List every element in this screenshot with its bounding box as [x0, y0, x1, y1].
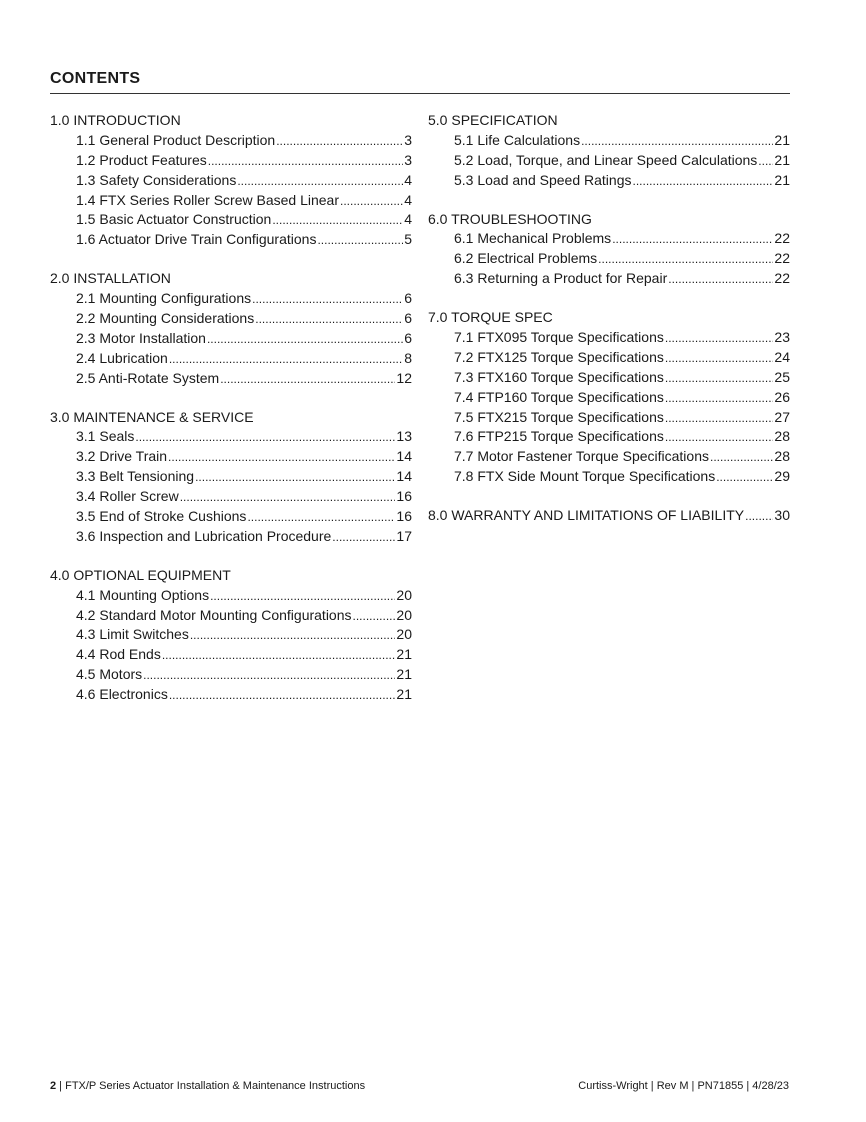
toc-entry-label: 3.1 Seals	[76, 428, 135, 445]
dot-leader	[632, 171, 773, 192]
toc-section	[428, 111, 790, 191]
toc-section	[50, 408, 412, 547]
toc-entry[interactable]	[428, 171, 790, 191]
dot-leader	[612, 229, 773, 250]
dot-leader	[207, 329, 403, 350]
toc-page-number: 12	[396, 369, 412, 386]
toc-page-number: 25	[774, 368, 790, 385]
dot-leader	[581, 131, 773, 152]
toc-section-title[interactable]: 7.0 TORQUE SPEC	[428, 309, 553, 326]
toc-right-column	[428, 111, 790, 545]
toc-section-title[interactable]: 5.0 SPECIFICATION	[428, 112, 558, 128]
toc-entry[interactable]	[50, 427, 412, 447]
dot-leader	[190, 625, 396, 646]
toc-page-number: 27	[774, 408, 790, 425]
dot-leader	[665, 368, 774, 389]
toc-entry[interactable]	[428, 249, 790, 269]
toc-entry-label: 2.5 Anti-Rotate System	[76, 369, 220, 386]
toc-entry[interactable]	[50, 487, 412, 507]
toc-entry[interactable]	[50, 665, 412, 685]
toc-entry[interactable]	[50, 467, 412, 487]
toc-entry[interactable]	[428, 447, 790, 467]
toc-page-number: 14	[396, 468, 412, 485]
toc-page-number: 4	[404, 191, 412, 208]
toc-page-number: 20	[396, 606, 412, 623]
toc-entry-label: 6.3 Returning a Product for Repair	[454, 270, 668, 287]
toc-page-number: 24	[774, 348, 790, 365]
toc-entry[interactable]	[50, 369, 412, 389]
toc-section-title[interactable]: 2.0 INSTALLATION	[50, 270, 171, 287]
toc-entry-label: 4.3 Limit Switches	[76, 626, 189, 643]
toc-entry-label: 4.2 Standard Motor Mounting Configurations	[76, 606, 352, 623]
toc-page-number: 22	[774, 270, 790, 287]
toc-entry[interactable]	[50, 191, 412, 211]
toc-entry-label: 7.6 FTP215 Torque Specifications	[454, 428, 664, 445]
toc-section	[428, 210, 790, 290]
toc-entry-label: 7.7 Motor Fastener Torque Specifications	[454, 448, 709, 465]
toc-entry[interactable]	[50, 527, 412, 547]
toc-entry-label: 7.5 FTX215 Torque Specifications	[454, 408, 664, 425]
toc-page-number: 16	[396, 488, 412, 505]
toc-page-number: 28	[774, 428, 790, 445]
toc-page-number: 20	[396, 626, 412, 643]
dot-leader	[276, 131, 403, 152]
toc-entry-label: 2.3 Motor Installation	[76, 329, 206, 346]
toc-page-number: 16	[396, 508, 412, 525]
dot-leader	[162, 645, 396, 666]
toc-section-title[interactable]: 1.0 INTRODUCTION	[50, 112, 181, 128]
dot-leader	[353, 606, 396, 627]
toc-entry[interactable]	[50, 507, 412, 527]
toc-entry-label: 5.1 Life Calculations	[454, 131, 581, 148]
toc-page-number: 6	[404, 290, 412, 307]
toc-entry-label: 1.3 Safety Considerations	[76, 171, 237, 188]
toc-page-number: 8	[404, 349, 412, 366]
footer-right: Curtiss-Wright | Rev M | PN71855 | 4/28/23	[578, 1080, 789, 1092]
toc-entry-label: 7.2 FTX125 Torque Specifications	[454, 348, 664, 365]
dot-leader	[252, 289, 403, 310]
toc-entry[interactable]	[50, 131, 412, 151]
dot-leader	[143, 665, 395, 686]
toc-entry[interactable]	[428, 151, 790, 171]
dot-leader	[168, 447, 395, 468]
toc-entry-label: 1.6 Actuator Drive Train Configurations	[76, 231, 317, 248]
toc-page-number: 5	[404, 231, 412, 248]
toc-entry[interactable]	[50, 625, 412, 645]
toc-entry[interactable]	[428, 269, 790, 289]
footer-left	[50, 1080, 365, 1092]
dot-leader	[255, 309, 403, 330]
toc-entry-label: 2.4 Lubrication	[76, 349, 168, 366]
toc-entry-label: 2.1 Mounting Configurations	[76, 290, 252, 307]
dot-leader	[758, 151, 773, 172]
toc-page-number: 6	[404, 310, 412, 327]
dot-leader	[169, 685, 396, 706]
dot-leader	[220, 369, 395, 390]
toc-page-number: 23	[774, 329, 790, 346]
footer-document-title: | FTX/P Series Actuator Installation & Maintenance Instructions	[56, 1080, 366, 1092]
toc-entry-label: 3.2 Drive Train	[76, 448, 168, 465]
toc-entry[interactable]	[428, 388, 790, 408]
toc-page-number: 21	[774, 131, 790, 148]
dot-leader	[317, 230, 403, 251]
toc-entry[interactable]	[428, 348, 790, 368]
toc-entry-label: 7.8 FTX Side Mount Torque Specifications	[454, 468, 716, 485]
toc-section-title[interactable]: 4.0 OPTIONAL EQUIPMENT	[50, 566, 231, 583]
dot-leader	[169, 349, 403, 370]
toc-entry-label: 5.2 Load, Torque, and Linear Speed Calculations	[454, 151, 758, 168]
dot-leader	[665, 348, 774, 369]
toc-page-number: 21	[396, 666, 412, 683]
toc-entry-label: 3.6 Inspection and Lubrication Procedure	[76, 527, 332, 544]
toc-section	[428, 506, 790, 526]
toc-entry[interactable]	[50, 210, 412, 230]
dot-leader	[716, 467, 773, 488]
toc-entry[interactable]	[50, 289, 412, 309]
toc-entry-label: 3.4 Roller Screw	[76, 488, 179, 505]
dot-leader	[237, 171, 403, 192]
toc-page-number: 26	[774, 388, 790, 405]
toc-left-column	[50, 111, 412, 724]
dot-leader	[665, 427, 774, 448]
title-divider	[50, 93, 790, 94]
dot-leader	[332, 527, 395, 548]
toc-page-number: 3	[404, 131, 412, 148]
dot-leader	[665, 388, 774, 409]
toc-entry[interactable]	[50, 171, 412, 191]
toc-entry[interactable]	[50, 230, 412, 250]
toc-entry[interactable]	[50, 645, 412, 665]
dot-leader	[340, 191, 403, 212]
toc-entry[interactable]	[428, 131, 790, 151]
toc-entry[interactable]	[428, 229, 790, 249]
dot-leader	[668, 269, 773, 290]
dot-leader	[180, 487, 396, 508]
toc-entry-label: 4.6 Electronics	[76, 686, 168, 703]
toc-entry[interactable]	[428, 408, 790, 428]
toc-page-number: 22	[774, 250, 790, 267]
toc-page-number: 22	[774, 230, 790, 247]
dot-leader	[208, 151, 403, 172]
toc-page-number: 14	[396, 448, 412, 465]
toc-section	[50, 566, 412, 705]
toc-page-number: 20	[396, 586, 412, 603]
toc-entry-label: 7.1 FTX095 Torque Specifications	[454, 329, 664, 346]
footer-page-number: 2	[50, 1080, 57, 1092]
toc-section	[428, 308, 790, 487]
toc-entry-label: 5.3 Load and Speed Ratings	[454, 171, 632, 188]
toc-page-number: 17	[396, 527, 412, 544]
toc-section-label: 8.0 WARRANTY AND LIMITATIONS OF LIABILITY	[428, 507, 745, 524]
toc-entry-label: 6.2 Electrical Problems	[454, 250, 598, 267]
toc-page-number: 4	[404, 211, 412, 228]
toc-entry-label: 6.1 Mechanical Problems	[454, 230, 612, 247]
toc-entry[interactable]	[50, 685, 412, 705]
toc-page-number: 21	[774, 151, 790, 168]
dot-leader	[195, 467, 395, 488]
toc-entry[interactable]	[50, 349, 412, 369]
toc-page-number: 29	[774, 468, 790, 485]
dot-leader	[745, 506, 773, 527]
toc-entry[interactable]	[50, 606, 412, 626]
toc-entry-label: 4.1 Mounting Options	[76, 586, 210, 603]
toc-page-number: 4	[404, 171, 412, 188]
toc-entry[interactable]	[50, 586, 412, 606]
dot-leader	[135, 427, 395, 448]
toc-entry-label: 1.4 FTX Series Roller Screw Based Linear	[76, 191, 339, 208]
toc-entry[interactable]	[428, 368, 790, 388]
toc-entry[interactable]	[50, 329, 412, 349]
toc-page-number: 3	[404, 151, 412, 168]
toc-page-number: 6	[404, 329, 412, 346]
toc-entry-label: 1.2 Product Features	[76, 151, 207, 168]
toc-entry-label: 4.4 Rod Ends	[76, 646, 161, 663]
toc-entry-label: 1.1 General Product Description	[76, 131, 276, 148]
toc-entry-label: 7.3 FTX160 Torque Specifications	[454, 368, 664, 385]
dot-leader	[710, 447, 773, 468]
toc-section-title[interactable]: 3.0 MAINTENANCE & SERVICE	[50, 408, 254, 425]
toc-entry[interactable]	[428, 328, 790, 348]
toc-page-number: 28	[774, 448, 790, 465]
dot-leader	[598, 249, 773, 270]
toc-entry-label: 4.5 Motors	[76, 666, 143, 683]
toc-section-title[interactable]: 6.0 TROUBLESHOOTING	[428, 210, 592, 227]
toc-entry[interactable]	[428, 427, 790, 447]
toc-entry[interactable]	[428, 467, 790, 487]
toc-entry[interactable]	[50, 151, 412, 171]
toc-page-number: 21	[396, 646, 412, 663]
toc-page-number: 21	[774, 171, 790, 188]
toc-entry-label: 2.2 Mounting Considerations	[76, 310, 255, 327]
toc-entry[interactable]	[50, 447, 412, 467]
dot-leader	[665, 328, 774, 349]
toc-section-title[interactable]	[428, 506, 790, 526]
dot-leader	[210, 586, 395, 607]
dot-leader	[247, 507, 395, 528]
toc-entry[interactable]	[50, 309, 412, 329]
toc-entry-label: 1.5 Basic Actuator Construction	[76, 211, 272, 228]
dot-leader	[665, 408, 774, 429]
toc-entry-label: 3.3 Belt Tensioning	[76, 468, 195, 485]
toc-page-number: 13	[396, 428, 412, 445]
toc-section	[50, 111, 412, 250]
toc-entry-label: 7.4 FTP160 Torque Specifications	[454, 388, 664, 405]
toc-section	[50, 269, 412, 388]
toc-page-number: 21	[396, 686, 412, 703]
page-title: CONTENTS	[50, 70, 141, 87]
toc-page-number: 30	[774, 507, 790, 524]
toc-entry-label: 3.5 End of Stroke Cushions	[76, 508, 247, 525]
dot-leader	[272, 210, 403, 231]
